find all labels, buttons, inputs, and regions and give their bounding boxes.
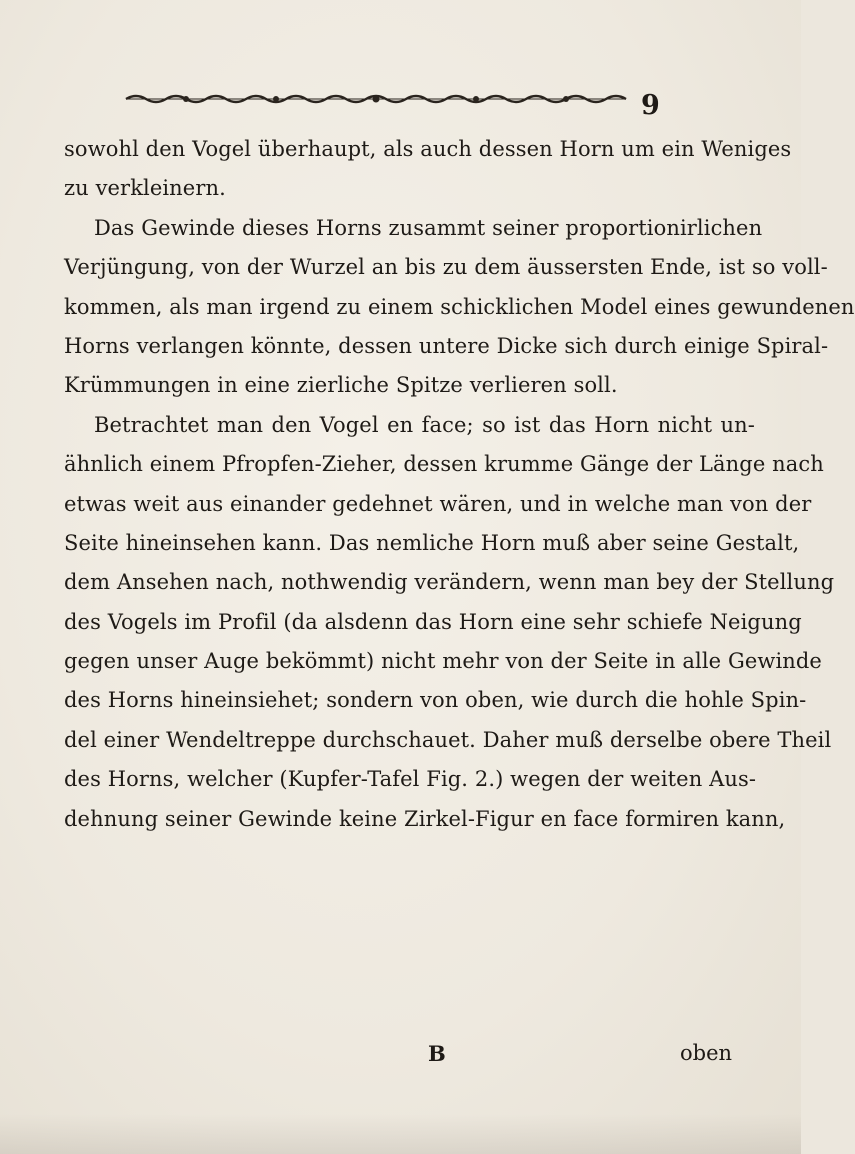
text-line: Betrachtet man den Vogel en face; so ist das Horn nicht un- bbox=[94, 412, 755, 437]
text-line: des Vogels im Profil (da alsdenn das Horn eine sehr schiefe Neigung bbox=[64, 609, 802, 634]
text-line: dehnung seiner Gewinde keine Zirkel-Figur en face formiren kann, bbox=[64, 806, 786, 831]
page-bottom-shadow bbox=[0, 1114, 801, 1154]
text-line: des Horns hineinsiehet; sondern von oben, wie durch die hohle Spin- bbox=[64, 688, 807, 713]
body-text bbox=[64, 130, 855, 839]
header-ornament-rule bbox=[126, 92, 626, 106]
text-line: kommen, als man irgend zu einem schicklichen Model eines gewundenen bbox=[64, 294, 855, 319]
text-line: gegen unser Auge bekömmt) nicht mehr von der Seite in alle Gewinde bbox=[64, 649, 822, 674]
text-line: sowohl den Vogel überhaupt, als auch dessen Horn um ein Weniges bbox=[64, 137, 792, 161]
text-line: del einer Wendeltreppe durchschauet. Daher muß derselbe obere Theil bbox=[64, 727, 832, 752]
text-line: Seite hineinsehen kann. Das nemliche Horn muß aber seine Gestalt, bbox=[64, 530, 800, 555]
text-line: ähnlich einem Pfropfen-Zieher, dessen krumme Gänge der Länge nach bbox=[64, 452, 824, 477]
catchword: oben bbox=[680, 1041, 733, 1065]
footer-line bbox=[0, 1041, 801, 1081]
text-line: etwas weit aus einander gedehnet wären, und in welche man von der bbox=[64, 491, 812, 516]
signature-mark: B bbox=[428, 1041, 446, 1066]
text-line: Das Gewinde dieses Horns zusammt seiner proportionirlichen bbox=[94, 215, 763, 240]
text-line: dem Ansehen nach, nothwendig verändern, wenn man bey der Stellung bbox=[64, 570, 835, 595]
text-line: des Horns, welcher (Kupfer-Tafel Fig. 2.) wegen der weiten Aus- bbox=[64, 767, 757, 792]
text-line: zu verkleinern. bbox=[64, 176, 226, 201]
text-line: Verjüngung, von der Wurzel an bis zu dem äussersten Ende, ist so voll- bbox=[64, 255, 828, 280]
text-line: Horns verlangen könnte, dessen untere Dicke sich durch einige Spiral- bbox=[64, 333, 829, 358]
page-number: 9 bbox=[641, 90, 660, 121]
text-line: Krümmungen in eine zierliche Spitze verlieren soll. bbox=[64, 373, 618, 398]
